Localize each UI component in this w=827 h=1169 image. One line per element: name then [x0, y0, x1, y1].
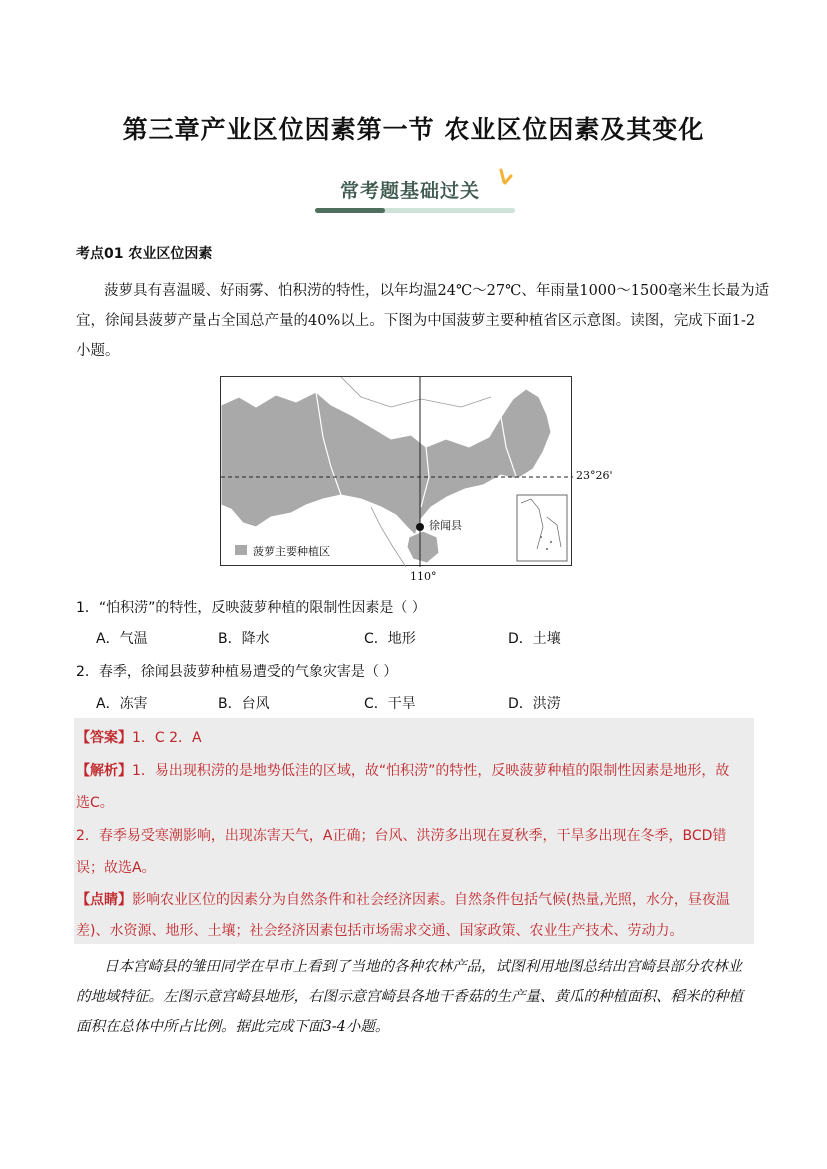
comment-line: 差)、水资源、地形、土壤；社会经济因素包括市场需求交通、国家政策、农业生产技术、劳动力。 — [76, 923, 684, 939]
page-title: 第三章产业区位因素第一节 农业区位因素及其变化 — [122, 115, 705, 144]
q2-option-b[interactable]: B．台风 — [218, 696, 270, 712]
q1-option-a[interactable]: A．气温 — [96, 631, 148, 647]
badge-underline-accent — [315, 208, 385, 213]
legend-swatch — [235, 545, 247, 555]
intro-line: 小题。 — [76, 343, 120, 359]
outro-paragraph — [76, 952, 756, 1042]
comment-tag: 【点睛】 — [76, 892, 132, 908]
outro-line: 日本宫崎县的雏田同学在早市上看到了当地的各种农林产品，试图利用地图总结出宫崎县部分农林业 — [104, 959, 742, 975]
outro-line: 面积在总体中所占比例。据此完成下面3-4小题。 — [76, 1019, 390, 1035]
map-drawing — [221, 377, 573, 567]
province-border — [341, 377, 491, 407]
comment-text: 影响农业区位的因素分为自然条件和社会经济因素。自然条件包括气候(热量,光照，水分，昼夜温 — [132, 892, 730, 908]
analysis-line — [76, 760, 729, 780]
analysis-line: 2．春季易受寒潮影响，出现冻害天气，A正确；台风、洪涝多出现在夏秋季，干旱多出现在冬季，BCD错 — [76, 828, 727, 844]
spark-icon — [495, 168, 515, 192]
answer-line — [76, 727, 202, 747]
longitude-label: 110° — [410, 570, 437, 583]
question-2: 2．春季，徐闻县菠萝种植易遭受的气象灾害是（ ） — [76, 664, 398, 680]
answer-tag: 【答案】 — [76, 730, 132, 746]
q1-option-c[interactable]: C．地形 — [364, 631, 416, 647]
legend-label: 菠萝主要种植区 — [253, 545, 330, 558]
section-badge — [300, 168, 530, 218]
analysis-line: 误；故选A。 — [76, 860, 156, 876]
county-label: 徐闻县 — [429, 519, 462, 532]
latitude-label: 23°26' — [576, 469, 613, 482]
inset-map — [517, 495, 567, 561]
analysis-line: 选C。 — [76, 795, 114, 811]
planting-region — [221, 389, 551, 535]
q1-option-b[interactable]: B．降水 — [218, 631, 270, 647]
q2-option-d[interactable]: D．洪涝 — [508, 696, 561, 712]
xuwen-marker — [416, 523, 424, 531]
section-heading: 考点01 农业区位因素 — [76, 246, 213, 262]
answer-text: 1．C 2．A — [132, 730, 202, 746]
q2-option-a[interactable]: A．冻害 — [96, 696, 148, 712]
intro-line: 菠萝具有喜温暖、好雨雾、怕积涝的特性，以年均温24℃～27℃、年雨量1000～1500毫米生长最为适 — [104, 283, 770, 299]
analysis-text: 1．易出现积涝的是地势低洼的区域，故“怕积涝”的特性，反映菠萝种植的限制性因素是地形，故 — [132, 763, 730, 779]
q2-option-c[interactable]: C．干旱 — [364, 696, 416, 712]
pineapple-map — [220, 376, 572, 566]
hainan-island — [407, 531, 439, 563]
badge-label: 常考题基础过关 — [340, 180, 481, 202]
intro-line: 宜，徐闻县菠萝产量占全国总产量的40%以上。下图为中国菠萝主要种植省区示意图。读图，完成下面1-2 — [76, 313, 756, 329]
outro-line: 的地域特征。左图示意宫崎县地形，右图示意宫崎县各地干香菇的生产量、黄瓜的种植面积、稻米的种植 — [76, 989, 743, 1005]
intro-paragraph — [76, 276, 770, 366]
q1-option-d[interactable]: D．土壤 — [508, 631, 561, 647]
comment-line — [76, 889, 730, 909]
question-1: 1．“怕积涝”的特性，反映菠萝种植的限制性因素是（ ） — [76, 600, 426, 616]
analysis-tag: 【解析】 — [76, 763, 132, 779]
